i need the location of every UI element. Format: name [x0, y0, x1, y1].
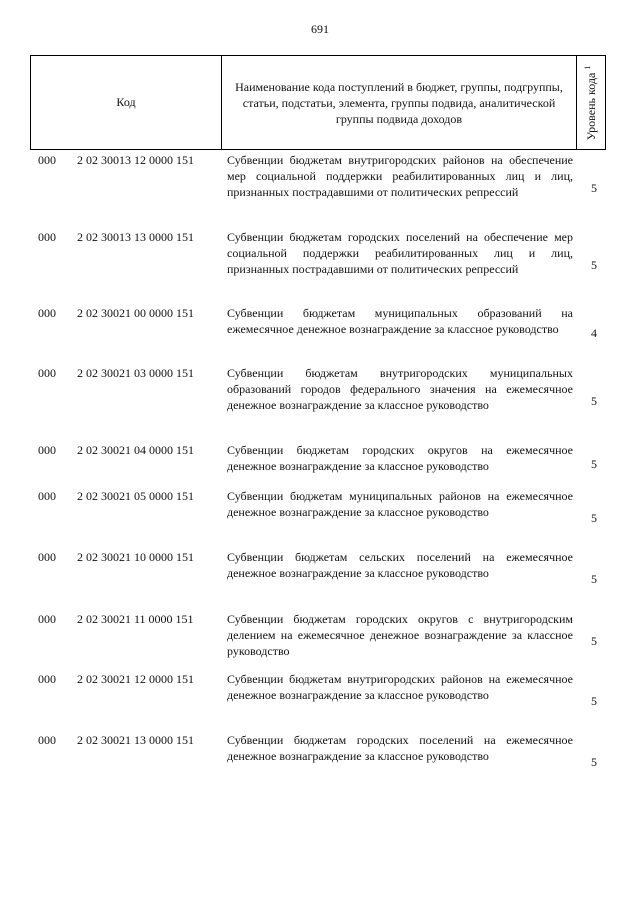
- table-header: [30, 55, 606, 150]
- row-level: 5: [591, 181, 597, 195]
- row-admin-code: 000: [38, 153, 56, 167]
- row-name: Субвенции бюджетам городских округов с внутригородским делением на ежемесячное денежное вознаграждение за классное руководство: [227, 612, 573, 658]
- header-level-label: Уровень кода: [584, 72, 598, 140]
- row-level: 5: [591, 394, 597, 408]
- header-level: [576, 56, 605, 149]
- row-name: Субвенции бюджетам городских поселений на ежемесячное денежное вознаграждение за классное руководство: [227, 733, 573, 763]
- row-name: Субвенции бюджетам внутригородских районов на ежемесячное денежное вознаграждение за классное руководство: [227, 672, 573, 702]
- row-code: 2 02 30021 13 0000 151: [77, 733, 194, 747]
- row-level: 5: [591, 694, 597, 708]
- row-code: 2 02 30021 12 0000 151: [77, 672, 194, 686]
- row-code: 2 02 30013 12 0000 151: [77, 153, 194, 167]
- row-admin-code: 000: [38, 672, 56, 686]
- row-level: 5: [591, 755, 597, 769]
- row-code: 2 02 30021 05 0000 151: [77, 489, 194, 503]
- header-level-footnote: 1: [583, 65, 592, 70]
- row-name: Субвенции бюджетам сельских поселений на ежемесячное денежное вознаграждение за классное руководство: [227, 550, 573, 580]
- row-admin-code: 000: [38, 733, 56, 747]
- row-admin-code: 000: [38, 550, 56, 564]
- row-name: Субвенции бюджетам муниципальных образований на ежемесячное денежное вознаграждение за классное руководство: [227, 306, 573, 336]
- row-level: 4: [591, 326, 597, 340]
- page-number: 691: [311, 22, 329, 36]
- row-name: Субвенции бюджетам внутригородских районов на обеспечение мер социальной поддержки реабилитированных лиц и лиц, признанных пострадавшими от политических репрессий: [227, 153, 573, 199]
- row-code: 2 02 30013 13 0000 151: [77, 230, 194, 244]
- row-level: 5: [591, 457, 597, 471]
- row-code: 2 02 30021 10 0000 151: [77, 550, 194, 564]
- row-admin-code: 000: [38, 366, 56, 380]
- row-admin-code: 000: [38, 443, 56, 457]
- row-code: 2 02 30021 04 0000 151: [77, 443, 194, 457]
- row-admin-code: 000: [38, 306, 56, 320]
- row-name: Субвенции бюджетам городских поселений на обеспечение мер социальной поддержки реабилитированных лиц и лиц, признанных пострадавшими от политических репрессий: [227, 230, 573, 276]
- row-level: 5: [591, 258, 597, 272]
- row-admin-code: 000: [38, 230, 56, 244]
- header-code: Код: [116, 95, 136, 109]
- row-code: 2 02 30021 03 0000 151: [77, 366, 194, 380]
- row-level: 5: [591, 511, 597, 525]
- row-admin-code: 000: [38, 489, 56, 503]
- row-level: 5: [591, 634, 597, 648]
- header-name: Наименование кода поступлений в бюджет, группы, подгруппы, статьи, подстатьи, элемента, группы подвида, аналитической группы подвида доходов: [221, 56, 576, 149]
- row-name: Субвенции бюджетам муниципальных районов на ежемесячное денежное вознаграждение за классное руководство: [227, 489, 573, 519]
- row-code: 2 02 30021 00 0000 151: [77, 306, 194, 320]
- row-name: Субвенции бюджетам городских округов на ежемесячное денежное вознаграждение за классное руководство: [227, 443, 573, 473]
- row-name: Субвенции бюджетам внутригородских муниципальных образований городов федерального значения на ежемесячное денежное вознаграждение за классное руководство: [227, 366, 573, 412]
- row-level: 5: [591, 572, 597, 586]
- row-code: 2 02 30021 11 0000 151: [77, 612, 194, 626]
- row-admin-code: 000: [38, 612, 56, 626]
